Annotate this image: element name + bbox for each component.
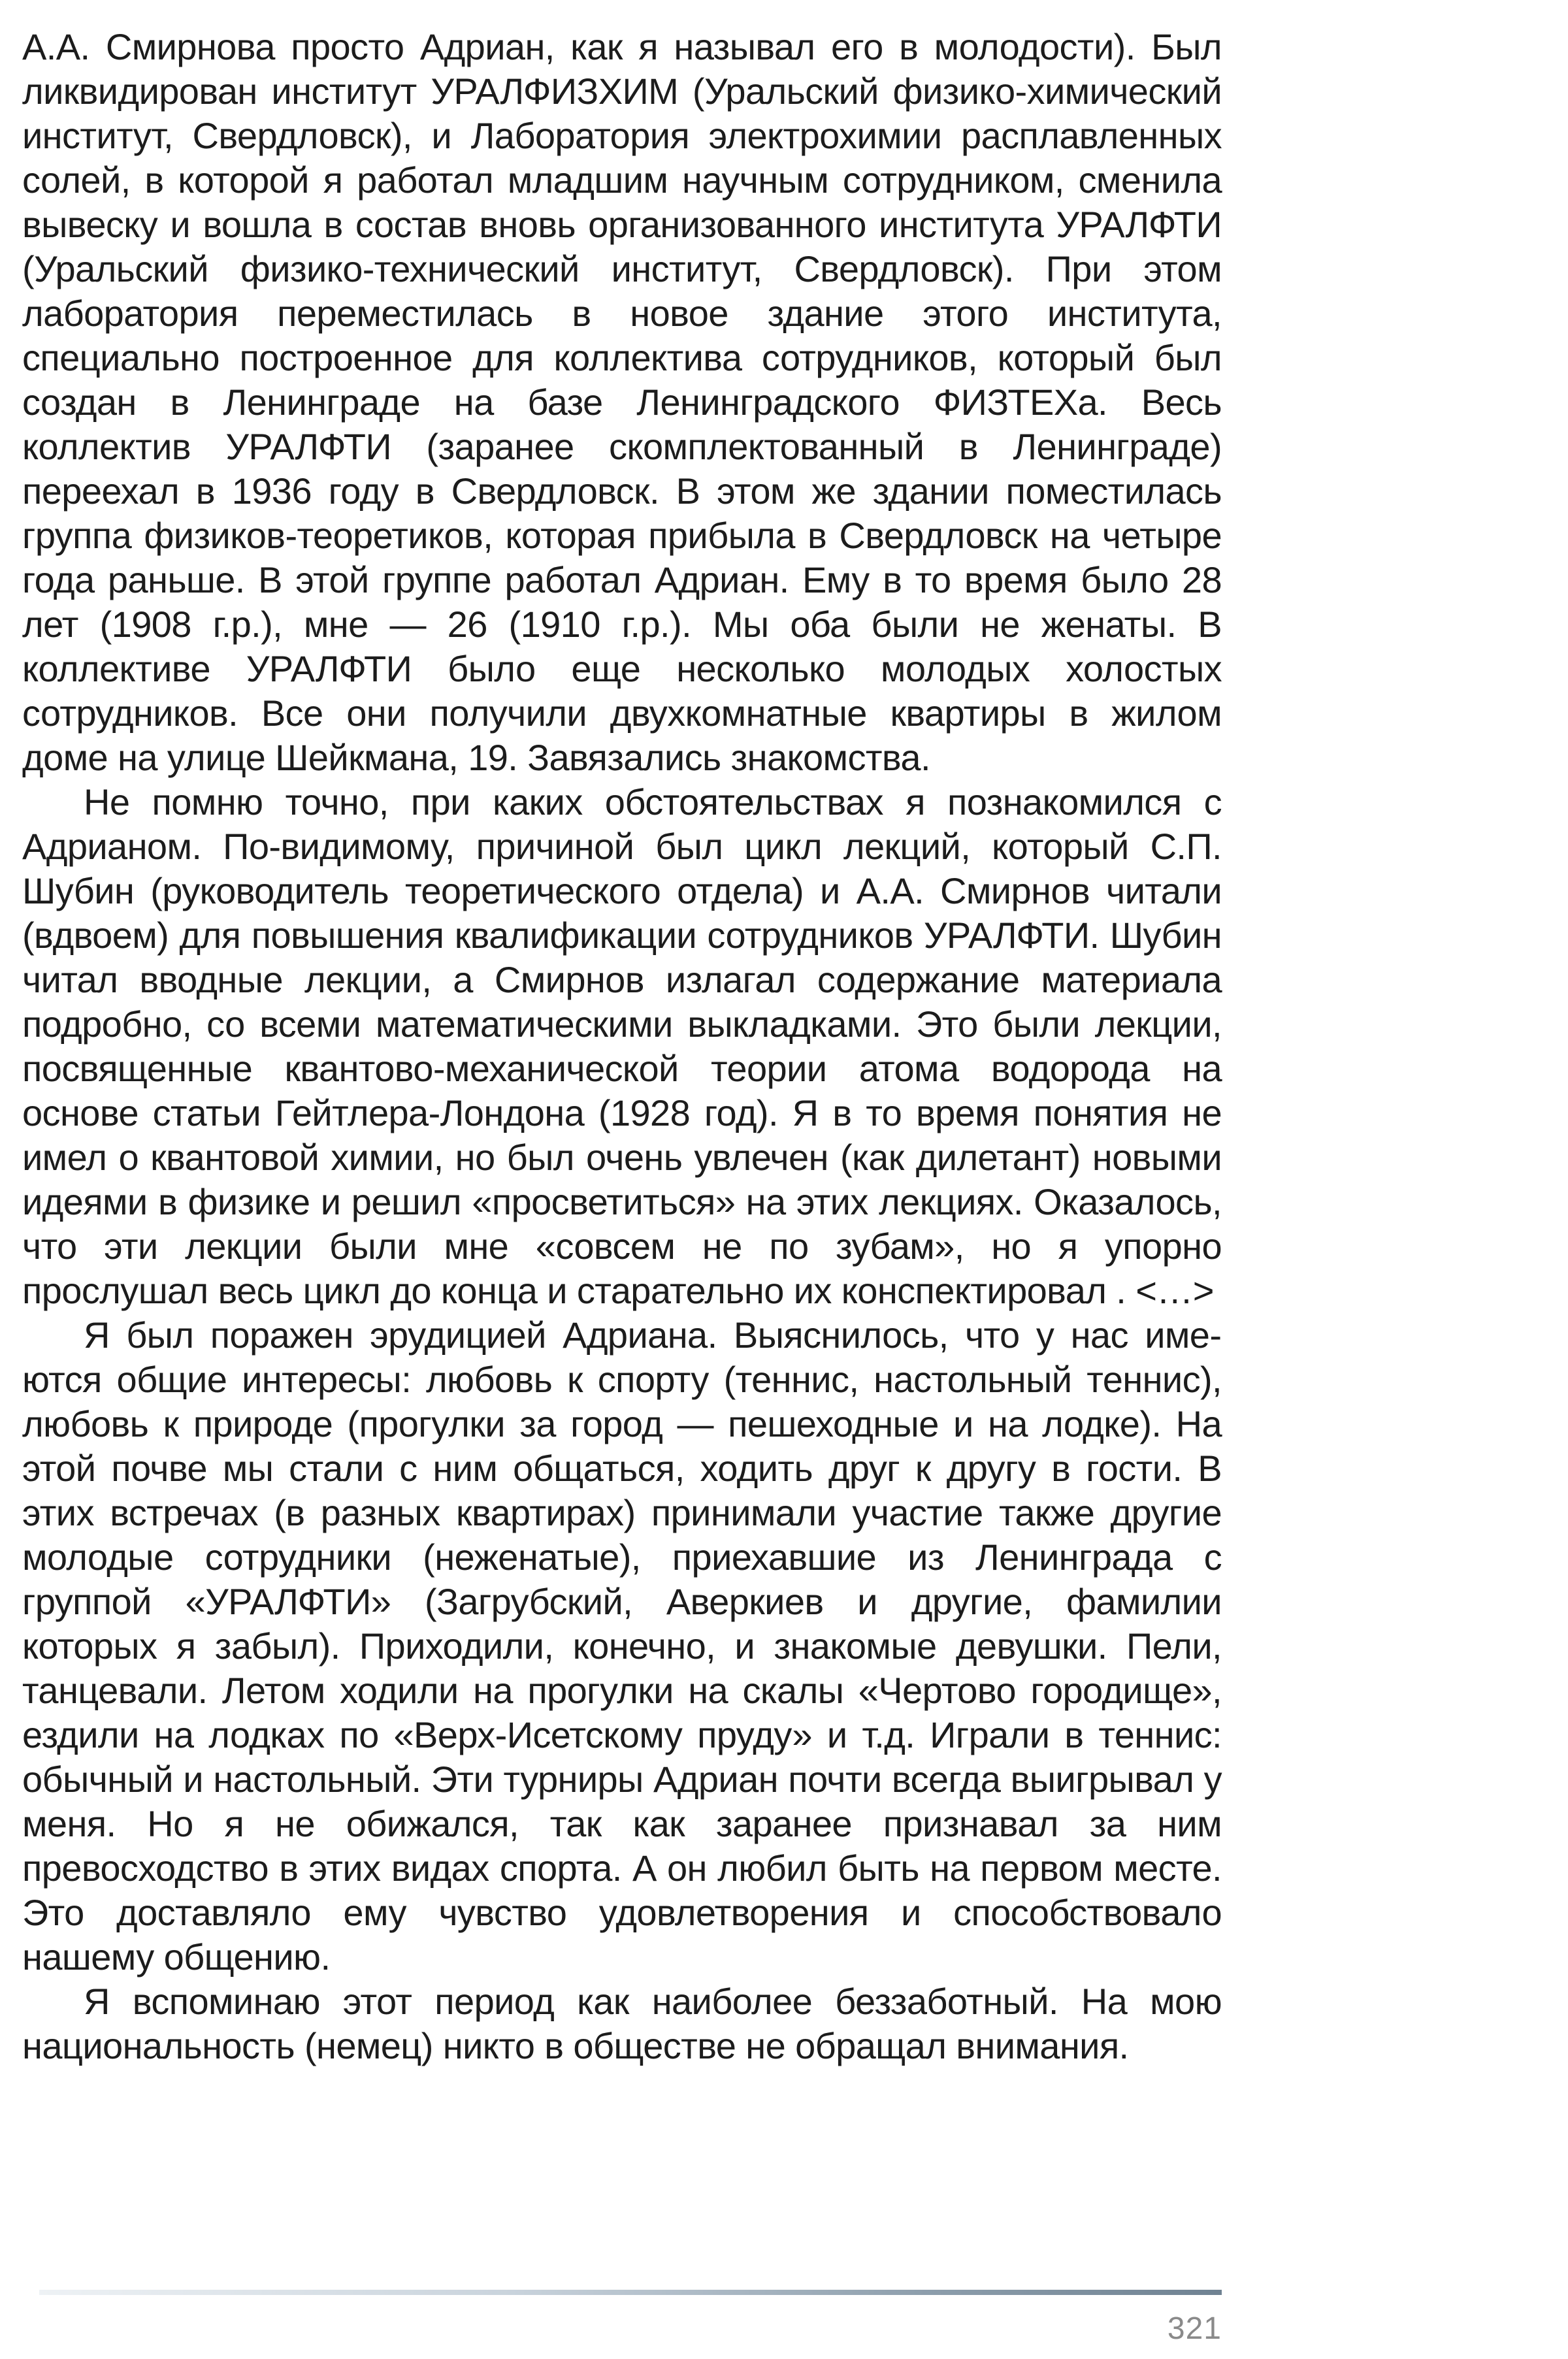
paragraph-2: Не помню точно, при каких обстоятельствах я познакомился с Адрианом. По-видимому, причиной был цикл лекций, который С.П. Шубин (руководитель теоретического отдела) и А.А. Смирнов читали (вдвоем) для повышения квалификации сотрудников УРАЛФТИ. Шубин читал вводные лекции, а Смирнов излагал содержание материала подробно, со всеми математическими выкладками. Это были лекции, посвященные квантово-механической теории атома водорода на основе статьи Гейтлера-Лондона (1928 год). Я в то время понятия не имел о квантовой химии, но был очень увлечен (как дилетант) новыми идеями в физике и решил «просветиться» на этих лекциях. Оказалось, что эти лекции были мне «совсем не по зубам», но я упорно прослушал весь цикл до конца и старательно их конспектировал . <…> [22, 781, 1222, 1311]
page-body [22, 25, 1222, 2068]
footer-rule [39, 2290, 1222, 2295]
paragraph-1: А.А. Смирнова просто Адриан, как я называл его в молодости). Был ликвидирован институт УРАЛФИЗХИМ (Уральский физико-химический институт, Свердловск), и Лаборатория электрохимии расплавленных солей, в которой я работал младшим научным сотрудником, сменила вывеску и вошла в состав вновь организованного института УРАЛФТИ (Уральский физико-технический институт, Свердловск). При этом лаборатория переместилась в новое здание этого института, специально построенное для коллектива сотрудников, который был создан в Ленинграде на базе Ленинградского ФИЗТЕХа. Весь коллектив УРАЛФТИ (заранее скомплектованный в Ленинграде) переехал в 1936 году в Свердловск. В этом же здании поместилась группа физиков-теоретиков, которая прибыла в Свердловск на четыре года раньше. В этой группе работал Адриан. Ему в то время было 28 лет (1908 г.р.), мне — 26 (1910 г.р.). Мы оба были не женаты. В коллективе УРАЛФТИ было еще несколько молодых холостых сотрудников. Все они получили двухкомнатные квартиры в жилом доме на улице Шейкмана, 19. Завязались знакомства. [22, 26, 1222, 778]
paragraph-3: Я был поражен эрудицией Адриана. Выяснилось, что у нас имеются общие интересы: любовь к спорту (теннис, настольный теннис), любовь к природе (прогулки за город — пешеходные и на лодке). На этой почве мы стали с ним общаться, ходить друг к другу в гости. В этих встречах (в разных квартирах) принимали участие также другие молодые сотрудники (неженатые), приехавшие из Ленинграда с группой «УРАЛФТИ» (Загрубский, Аверкиев и другие, фамилии которых я забыл). Приходили, конечно, и знакомые девушки. Пели, танцевали. Летом ходили на прогулки на скалы «Чертово городище», ездили на лодках по «Верх-Исетскому пруду» и т.д. Играли в теннис: обычный и настольный. Эти турниры Адриан почти всегда выигрывал у меня. Но я не обижался, так как заранее признавал за ним превосходство в этих видах спорта. А он любил быть на первом месте. Это доставляло ему чувство удовлетворения и способствовало нашему общению. [22, 1314, 1222, 1977]
page-number: 321 [1167, 2311, 1222, 2346]
paragraph-4: Я вспоминаю этот период как наиболее беззаботный. На мою национальность (немец) никто в обществе не обращал внимания. [22, 1981, 1222, 2066]
